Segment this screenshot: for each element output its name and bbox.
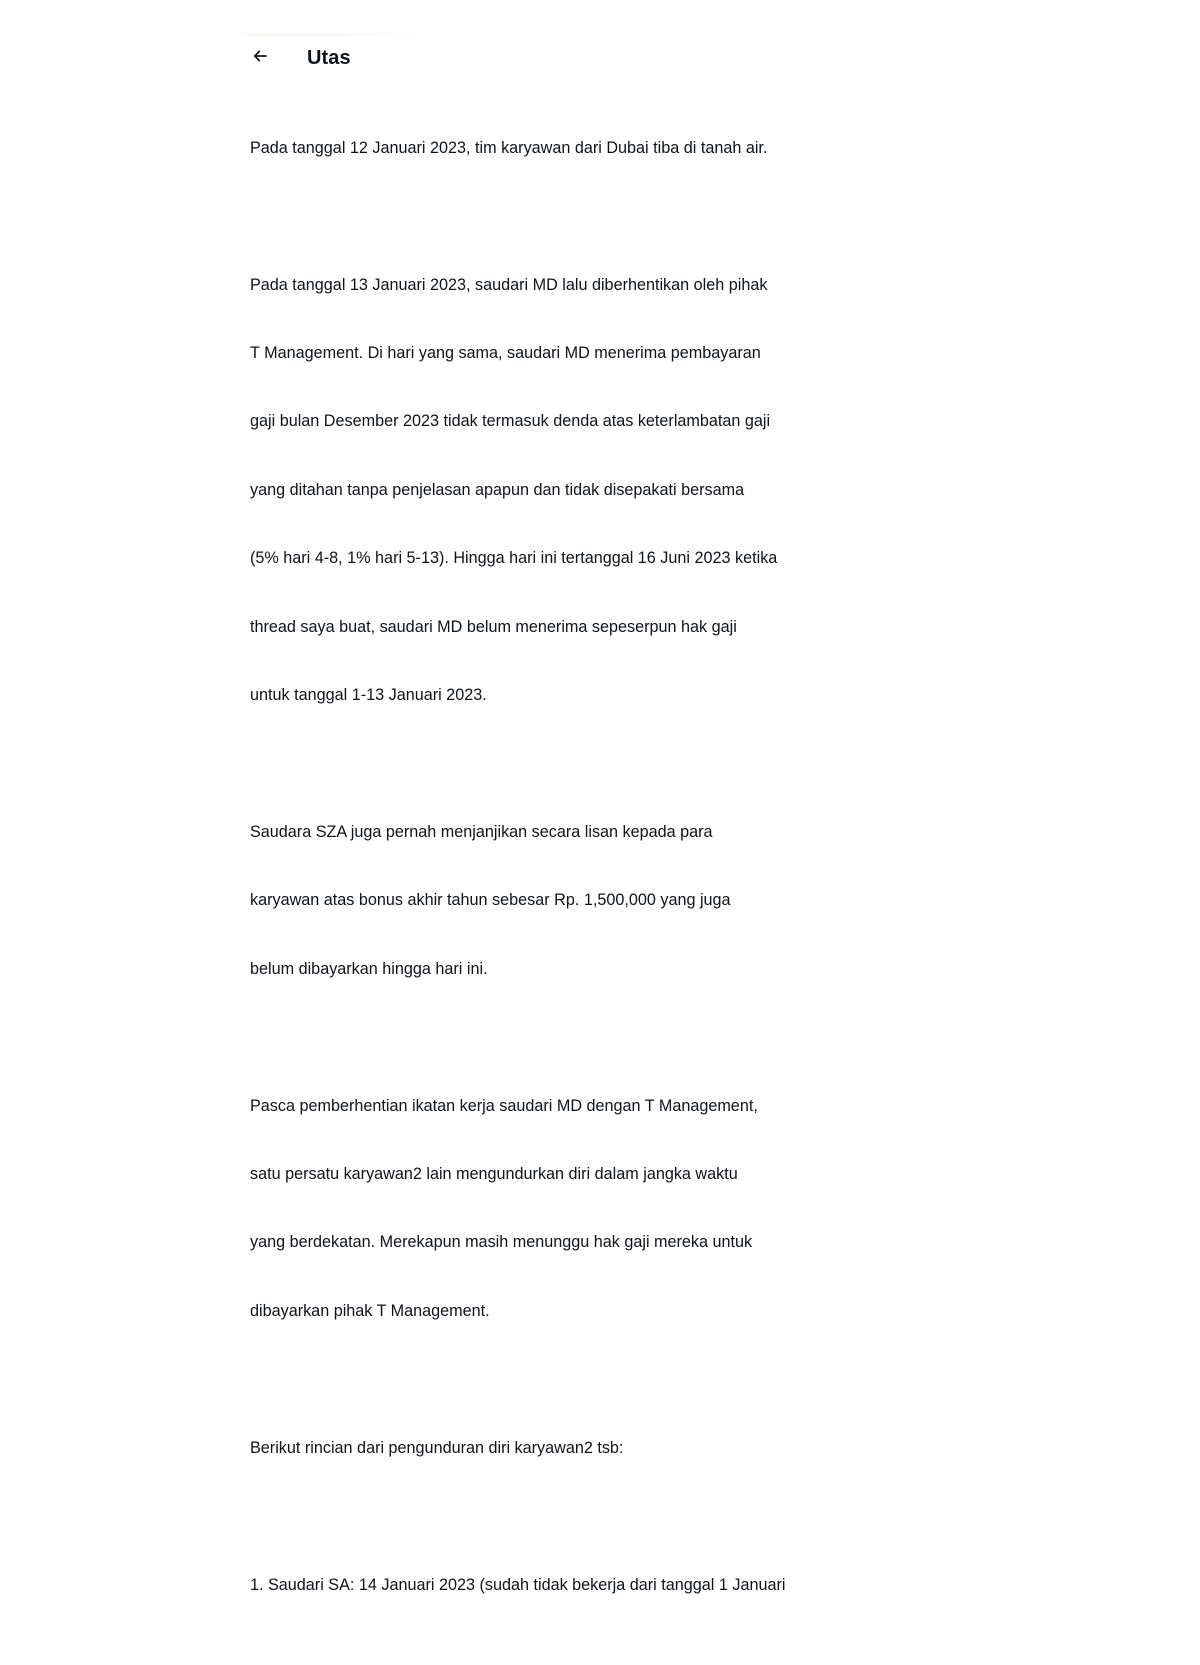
page-title: Utas <box>307 46 351 69</box>
text-line: Saudara SZA juga pernah menjanjikan secara lisan kepada para <box>250 822 713 841</box>
text-line: Pada tanggal 12 Januari 2023, tim karyawan dari Dubai tiba di tanah air. <box>250 138 768 157</box>
thread-column <box>235 0 845 1594</box>
thread-paragraph <box>250 228 840 752</box>
back-button[interactable] <box>243 41 277 75</box>
text-line: belum dibayarkan hingga hari ini. <box>250 959 488 978</box>
text-line: thread saya buat, saudari MD belum menerima sepeserpun hak gaji <box>250 617 737 636</box>
text-line: satu persatu karyawan2 lain mengundurkan diri dalam jangka waktu <box>250 1165 738 1184</box>
thread-paragraph <box>250 1391 840 1505</box>
text-line: dibayarkan pihak T Management. <box>250 1301 490 1320</box>
arrow-left-icon <box>251 47 269 70</box>
text-line: Berikut rincian dari pengunduran diri karyawan2 tsb: <box>250 1438 624 1457</box>
thread-header <box>235 36 845 80</box>
thread-paragraph <box>250 775 840 1026</box>
text-line: 1. Saudari SA: 14 Januari 2023 (sudah tidak bekerja dari tanggal 1 Januari <box>250 1575 786 1594</box>
text-line: yang ditahan tanpa penjelasan apapun dan tidak disepakati bersama <box>250 480 745 499</box>
text-line: T Management. Di hari yang sama, saudari MD menerima pembayaran <box>250 343 761 362</box>
text-line: yang berdekatan. Merekapun masih menunggu hak gaji mereka untuk <box>250 1233 753 1252</box>
text-line: Pasca pemberhentian ikatan kerja saudari MD dengan T Management, <box>250 1096 758 1115</box>
text-line: karyawan atas bonus akhir tahun sebesar Rp. 1,500,000 yang juga <box>250 891 731 910</box>
text-line: gaji bulan Desember 2023 tidak termasuk denda atas keterlambatan gaji <box>250 412 771 431</box>
thread-paragraph <box>250 1049 840 1368</box>
text-line: untuk tanggal 1-13 Januari 2023. <box>250 685 487 704</box>
thread-content <box>250 91 840 1665</box>
text-line: Pada tanggal 13 Januari 2023, saudari MD lalu diberhentikan oleh pihak <box>250 275 768 294</box>
thread-paragraph <box>250 1528 840 1642</box>
thread-paragraph <box>250 91 840 205</box>
text-line: (5% hari 4-8, 1% hari 5-13). Hingga hari ini tertanggal 16 Juni 2023 ketika <box>250 549 778 568</box>
